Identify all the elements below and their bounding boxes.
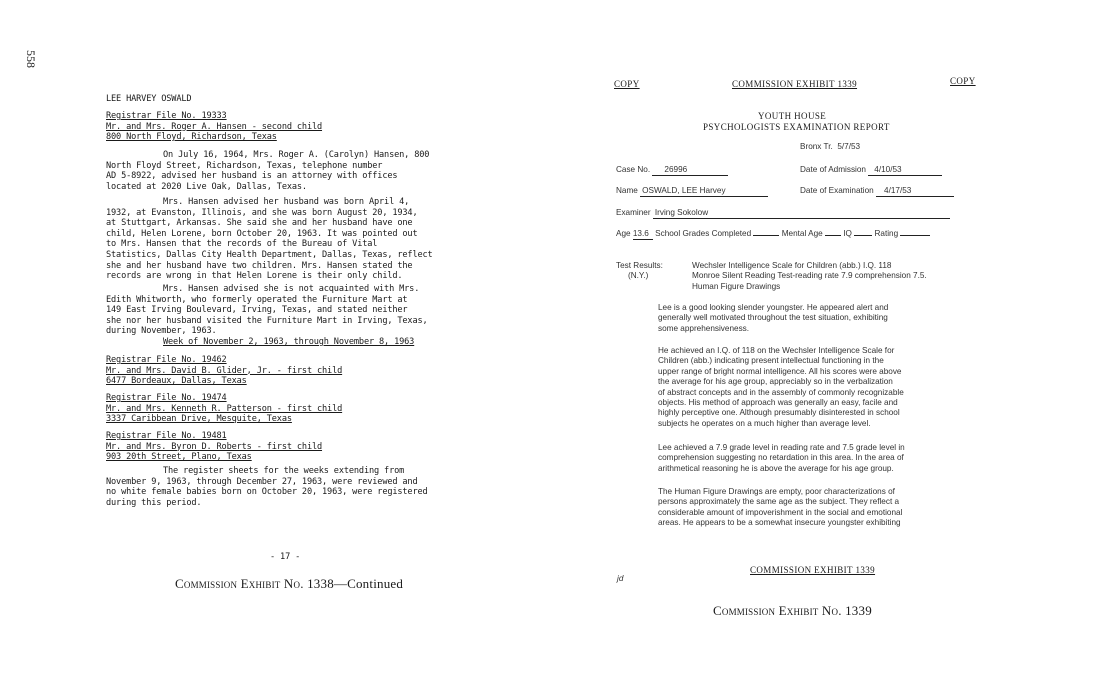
registrar-address: 6477 Bordeaux, Dallas, Texas xyxy=(106,376,247,387)
registrar-names: Mr. and Mrs. David B. Glider, Jr. - first child xyxy=(106,365,343,376)
registrar-address: 903 20th Street, Plano, Texas xyxy=(106,452,252,463)
admission-row xyxy=(800,165,942,176)
week-heading: Week of November 2, 1963, through November 8, 1963 xyxy=(163,337,415,347)
text-line: AD 5-8922, advised her husband is an attorney with offices xyxy=(106,171,398,182)
caption-suffix: 1338—Continued xyxy=(307,576,404,591)
name-row xyxy=(616,186,768,197)
registrar-file: Registrar File No. 19333 xyxy=(106,111,227,121)
result-line: Monroe Silent Reading Test-reading rate 7.9 comprehension 7.5. xyxy=(692,271,927,281)
paragraph-3 xyxy=(106,284,428,337)
text-line: during this period. xyxy=(106,497,202,508)
text-line: she and her husband have two children. Mrs. Hansen stated the xyxy=(106,260,413,271)
text-line: North Floyd Street, Richardson, Texas, telephone number xyxy=(106,160,383,171)
exhibit-stamp-bottom: COMMISSION EXHIBIT 1339 xyxy=(750,565,876,575)
text-line: the average for his age group, appreciably so in the verbalization xyxy=(658,377,893,387)
registrar-entry-19462 xyxy=(106,355,342,387)
rating-blank xyxy=(900,235,930,236)
typist-initials: jd xyxy=(617,574,624,583)
text-line: subjects he operates on a much higher than average level. xyxy=(658,418,871,428)
text-line: located at 2020 Live Oak, Dallas, Texas. xyxy=(106,181,307,192)
grades-label: School Grades Completed xyxy=(655,229,752,238)
mental-age-blank xyxy=(825,235,841,236)
grades-blank xyxy=(753,235,779,236)
results-location: (N.Y.) xyxy=(628,271,649,281)
case-value: 26996 xyxy=(652,165,728,176)
left-caption xyxy=(175,576,403,592)
iq-blank xyxy=(854,235,872,236)
text-line: 1932, at Evanston, Illinois, and she was born August 20, 1934, xyxy=(106,207,418,218)
text-line: Mrs. Hansen advised she is not acquainted with Mrs. xyxy=(163,284,420,294)
location-label: Bronx Tr. xyxy=(800,142,833,151)
exam-label: Date of Examination xyxy=(800,186,874,195)
registrar-file: Registrar File No. 19474 xyxy=(106,393,227,403)
text-line: persons approximately the same age as the subject. They reflect a xyxy=(658,497,900,507)
exhibit-stamp-top: COMMISSION EXHIBIT 1339 xyxy=(732,79,858,89)
results-list xyxy=(692,261,927,292)
results-label-block xyxy=(616,261,663,282)
examiner-label: Examiner xyxy=(616,208,651,217)
registrar-entry-19481 xyxy=(106,431,322,463)
admission-value: 4/10/53 xyxy=(868,165,942,176)
registrar-file: Registrar File No. 19462 xyxy=(106,355,227,365)
text-line: Children (abb.) indicating present intellectual functioning in the xyxy=(658,356,884,366)
report-paragraph-2 xyxy=(658,346,904,429)
report-paragraph-1 xyxy=(658,303,888,334)
registrar-entry-19474 xyxy=(106,393,342,425)
caption-prefix: Commission Exhibit No. xyxy=(175,576,304,591)
registrar-entry-19333 xyxy=(106,111,322,143)
location-value: 5/7/53 xyxy=(837,142,861,151)
text-line: The register sheets for the weeks extending from xyxy=(163,466,405,476)
report-paragraph-3 xyxy=(658,443,905,474)
text-line: comprehension suggesting no retardation in this area. In the area of xyxy=(658,453,904,463)
text-line: Lee achieved a 7.9 grade level in reading rate and 7.5 grade level in xyxy=(658,443,905,452)
paragraph-4 xyxy=(106,466,428,508)
registrar-address: 800 North Floyd, Richardson, Texas xyxy=(106,132,277,143)
text-line: upper range of bright normal intelligence. All his scores were above xyxy=(658,366,902,376)
text-line: to Mrs. Hansen that the records of the Bureau of Vital xyxy=(106,239,378,250)
left-page-footer: - 17 - xyxy=(270,552,301,562)
iq-label: IQ xyxy=(843,229,852,238)
mental-age-label: Mental Age xyxy=(781,229,823,238)
registrar-address: 3337 Caribbean Drive, Mesquite, Texas xyxy=(106,414,292,425)
caption-suffix: 1339 xyxy=(845,603,872,618)
copy-stamp-left: COPY xyxy=(614,79,640,89)
age-value: 13.6 xyxy=(633,229,653,240)
name-label: Name xyxy=(616,186,638,195)
case-row xyxy=(616,165,728,176)
text-line: highly perceptive one. Although presumably disinterested in school xyxy=(658,408,900,418)
examiner-value: Irving Sokolow xyxy=(653,208,950,219)
text-line: considerable amount of impoverishment in the social and emotional xyxy=(658,507,903,517)
text-line: On July 16, 1964, Mrs. Roger A. (Carolyn) Hansen, 800 xyxy=(163,150,430,160)
results-label: Test Results: xyxy=(616,261,663,270)
text-line: Mrs. Hansen advised her husband was born April 4, xyxy=(163,197,410,207)
name-value: OSWALD, LEE Harvey xyxy=(640,186,768,197)
text-line: arithmetical reasoning he is above the average for his age group. xyxy=(658,463,894,473)
examiner-row xyxy=(616,208,950,219)
text-line: at Stuttgart, Arkansas. She said she and her husband have one xyxy=(106,218,413,229)
report-title-2: PSYCHOLOGISTS EXAMINATION REPORT xyxy=(703,122,890,132)
copy-stamp-right: COPY xyxy=(950,76,976,86)
exam-value: 4/17/53 xyxy=(876,186,954,197)
age-row xyxy=(616,229,930,240)
text-line: 149 East Irving Boulevard, Irving, Texas, and stated neither xyxy=(106,305,408,316)
page-number: 558 xyxy=(24,50,38,68)
text-line: Statistics, Dallas City Health Department, Dallas, Texas, reflect xyxy=(106,249,433,260)
case-label: Case No. xyxy=(616,165,651,174)
registrar-names: Mr. and Mrs. Kenneth R. Patterson - first child xyxy=(106,403,343,414)
location-date xyxy=(800,142,860,152)
text-line: He achieved an I.Q. of 118 on the Wechsler Intelligence Scale for xyxy=(658,346,895,355)
rating-label: Rating xyxy=(874,229,899,238)
text-line: Lee is a good looking slender youngster. He appeared alert and xyxy=(658,303,889,312)
text-line: she nor her husband visited the Furniture Mart in Irving, Texas, xyxy=(106,315,428,326)
paragraph-1 xyxy=(106,150,429,192)
text-line: during November, 1963. xyxy=(106,326,217,337)
registrar-names: Mr. and Mrs. Byron D. Roberts - first child xyxy=(106,441,323,452)
result-line: Wechsler Intelligence Scale for Children (abb.) I.Q. 118 xyxy=(692,261,892,270)
registrar-names: Mr. and Mrs. Roger A. Hansen - second child xyxy=(106,121,323,132)
text-line: The Human Figure Drawings are empty, poor characterizations of xyxy=(658,487,895,496)
result-line: Human Figure Drawings xyxy=(692,281,781,291)
text-line: November 9, 1963, through December 27, 1963, were reviewed and xyxy=(106,476,418,487)
text-line: child, Helen Lorene, born October 20, 1963. It was pointed out xyxy=(106,228,418,239)
report-paragraph-4 xyxy=(658,487,902,529)
report-title-1: YOUTH HOUSE xyxy=(758,111,827,121)
examination-row xyxy=(800,186,954,197)
text-line: some apprehensiveness. xyxy=(658,323,750,333)
text-line: no white female babies born on October 20, 1963, were registered xyxy=(106,487,428,498)
text-line: Edith Whitworth, who formerly operated the Furniture Mart at xyxy=(106,294,408,305)
text-line: objects. His method of approach was generally an easy, facile and xyxy=(658,398,898,408)
right-caption xyxy=(713,603,872,619)
text-line: areas. He appears to be a somewhat insecure youngster exhibiting xyxy=(658,518,901,528)
left-header: LEE HARVEY OSWALD xyxy=(106,94,192,104)
admission-label: Date of Admission xyxy=(800,165,866,174)
registrar-file: Registrar File No. 19481 xyxy=(106,431,227,441)
text-line: generally well motivated throughout the test situation, exhibiting xyxy=(658,313,888,323)
caption-prefix: Commission Exhibit No. xyxy=(713,603,842,618)
text-line: records are wrong in that Helen Lorene is their only child. xyxy=(106,271,403,282)
paragraph-2 xyxy=(106,197,433,282)
text-line: of abstract concepts and in the assembly of commonly recognizable xyxy=(658,387,904,397)
age-label: Age xyxy=(616,229,631,238)
